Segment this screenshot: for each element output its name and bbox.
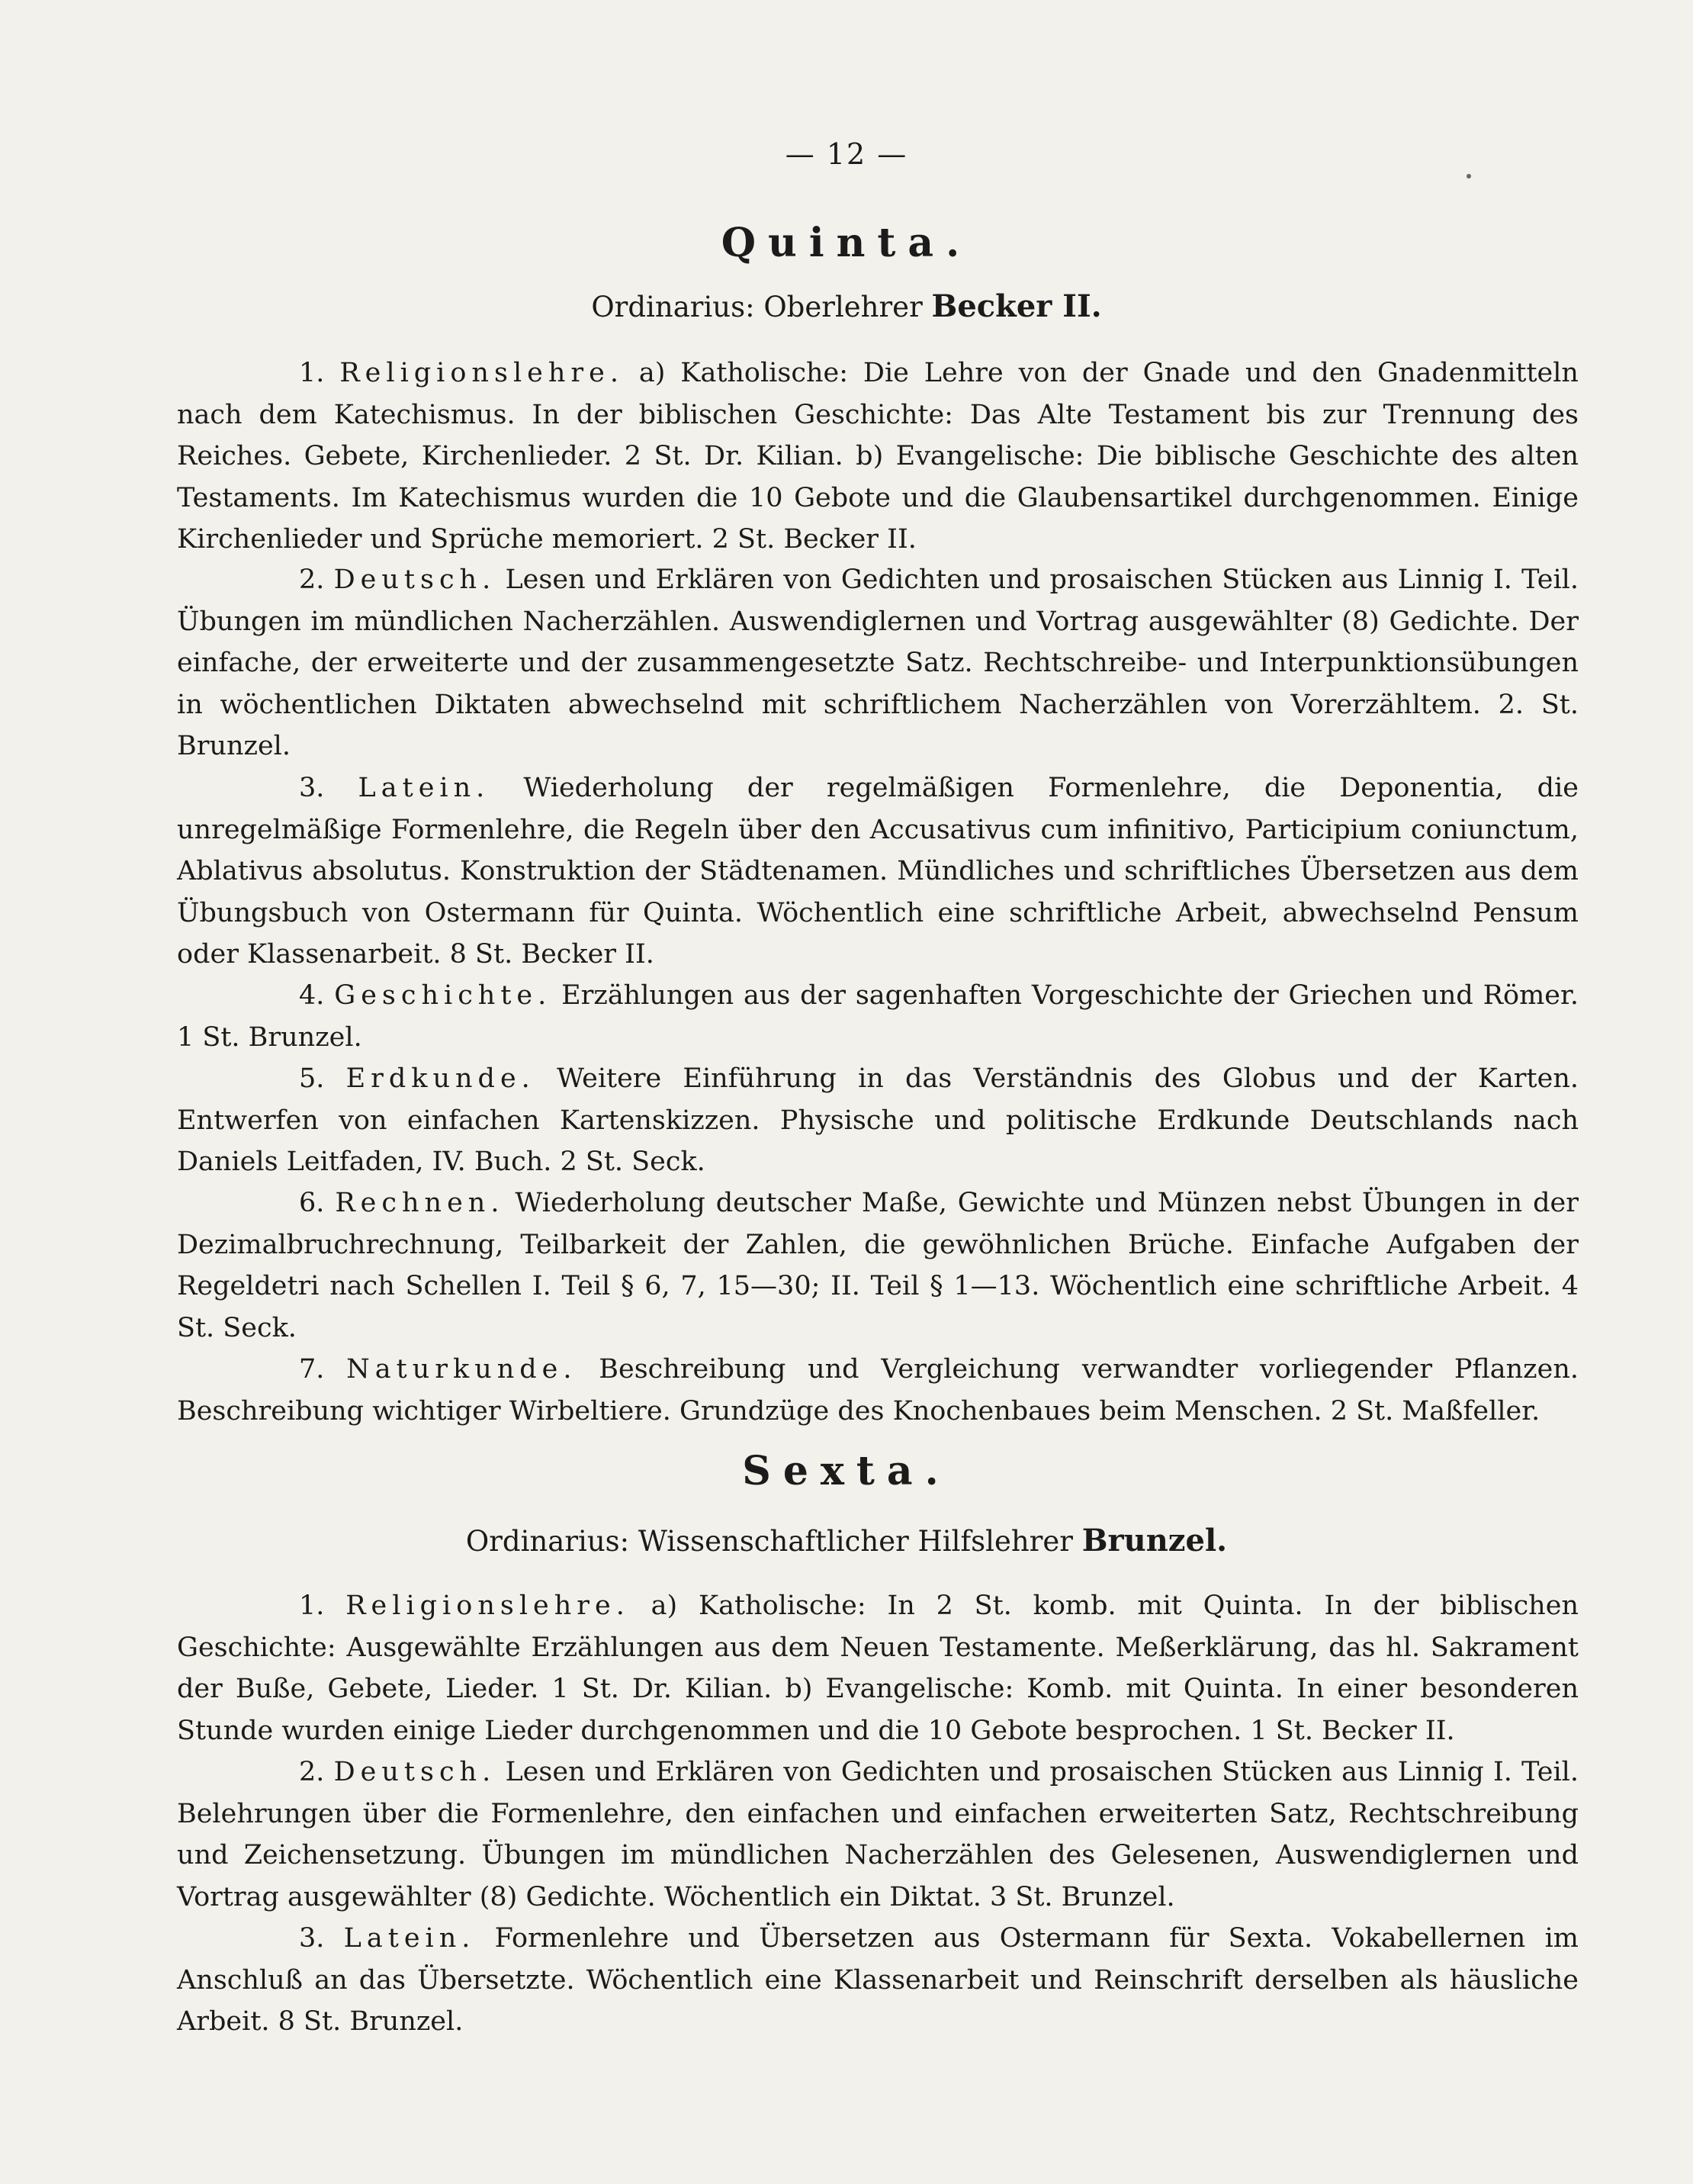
ordinarius-sexta	[0, 1523, 1693, 1558]
subject-paragraph	[177, 1349, 1579, 1432]
subject-paragraph	[177, 767, 1579, 976]
ordinarius-label: Ordinarius: Wissenschaftlicher Hilfslehrer	[465, 1525, 1082, 1558]
section-title-quinta: Quinta.	[721, 220, 972, 266]
subject-text: a) Katholische: In 2 St. komb. mit Quinta. In der biblischen Geschichte: Ausgewählte Erzählungen aus dem Neuen Testamente. Meßerklärung, das hl. Sakrament der Buße, Gebete, Lieder. 1 St. Dr. Kilian. b) Evangelische: Komb. mit Quinta. In einer besonderen Stunde wurden einige Lieder durchgenommen und die 10 Gebote besprochen. 1 St. Becker II.	[177, 1591, 1579, 1746]
subject-number: 6.	[299, 1188, 325, 1218]
ordinarius-label: Ordinarius: Oberlehrer	[591, 291, 932, 323]
subject-paragraph	[177, 559, 1579, 767]
subject-name: Rechnen.	[335, 1188, 505, 1218]
subject-text: Wiederholung der regelmäßigen Formenlehre, die Deponentia, die unregelmäßige Formenlehre, die Regeln über den Accusativus cum infinitivo, Participium coniunctum, Ablativus absolutus. Konstruktion der Städtenamen. Mündliches und schriftliches Übersetzen aus dem Übungsbuch von Ostermann für Quinta. Wöchentlich eine schriftliche Arbeit, abwechselnd Pensum oder Klassenarbeit. 8 St. Becker II.	[177, 773, 1579, 970]
subject-name: Latein.	[358, 773, 490, 803]
subject-name: Religionslehre.	[339, 358, 624, 388]
subject-paragraph	[177, 1918, 1579, 2043]
subject-number: 2.	[299, 564, 325, 595]
subject-name: Deutsch.	[333, 564, 496, 595]
subject-number: 3.	[299, 1923, 325, 1954]
subject-paragraph	[177, 1751, 1579, 1918]
subject-text: Formenlehre und Übersetzen aus Ostermann für Sexta. Vokabellernen im Anschluß an das Übersetzte. Wöchentlich eine Klassenarbeit und Reinschrift derselben als häusliche Arbeit. 8 St. Brunzel.	[177, 1923, 1579, 2037]
subject-name: Naturkunde.	[346, 1354, 577, 1385]
ordinarius-name: Becker II.	[931, 288, 1102, 324]
subject-text: Lesen und Erklären von Gedichten und prosaischen Stücken aus Linnig I. Teil. Belehrungen über die Formenlehre, den einfachen und einfachen erweiterten Satz, Rechtschreibung und Zeichensetzung. Übungen im mündlichen Nacherzählen des Gelesenen, Auswendiglernen und Vortrag ausgewählter (8) Gedichte. Wöchentlich ein Diktat. 3 St. Brunzel.	[177, 1757, 1579, 1912]
subject-name: Geschichte.	[334, 980, 552, 1011]
subject-number: 7.	[299, 1354, 325, 1385]
subject-number: 1.	[299, 1591, 325, 1621]
page-number: — 12 —	[785, 137, 908, 171]
ink-speck	[1467, 174, 1471, 179]
subject-text: Lesen und Erklären von Gedichten und prosaischen Stücken aus Linnig I. Teil. Übungen im mündlichen Nacherzählen. Auswendiglernen und Vortrag ausgewählter (8) Gedichte. Der einfache, der erweiterte und der zusammengesetzte Satz. Rechtschreibe- und Interpunktionsübungen in wöchentlichen Diktaten abwechselnd mit schriftlichem Nacherzählen von Vorerzähltem. 2. St. Brunzel.	[177, 564, 1579, 761]
subject-text: Beschreibung und Vergleichung verwandter vorliegender Pflanzen. Beschreibung wichtiger Wirbeltiere. Grundzüge des Knochenbaues beim Menschen. 2 St. Maßfeller.	[177, 1354, 1579, 1427]
subject-paragraph	[177, 975, 1579, 1058]
subject-number: 3.	[299, 773, 325, 803]
subject-text: a) Katholische: Die Lehre von der Gnade und den Gnadenmitteln nach dem Katechismus. In der biblischen Geschichte: Das Alte Testament bis zur Trennung des Reiches. Gebete, Kirchenlieder. 2 St. Dr. Kilian. b) Evangelische: Die biblische Geschichte des alten Testaments. Im Katechismus wurden die 10 Gebote und die Glaubensartikel durchgenommen. Einige Kirchenlieder und Sprüche memoriert. 2 St. Becker II.	[177, 358, 1579, 555]
subject-name: Latein.	[343, 1923, 476, 1954]
subject-name: Deutsch.	[333, 1757, 496, 1787]
ordinarius-quinta	[0, 288, 1693, 324]
subject-text: Erzählungen aus der sagenhaften Vorgeschichte der Griechen und Römer. 1 St. Brunzel.	[177, 980, 1579, 1053]
ordinarius-name: Brunzel.	[1081, 1523, 1228, 1558]
subject-number: 4.	[299, 980, 325, 1011]
subject-paragraph	[177, 1058, 1579, 1183]
section-title-sexta: Sexta.	[742, 1448, 951, 1494]
subject-text: Wiederholung deutscher Maße, Gewichte und Münzen nebst Übungen in der Dezimalbruchrechnung, Teilbarkeit der Zahlen, die gewöhnlichen Brüche. Einfache Aufgaben der Regeldetri nach Schellen I. Teil § 6, 7, 15—30; II. Teil § 1—13. Wöchentlich eine schriftliche Arbeit. 4 St. Seck.	[177, 1188, 1579, 1343]
subject-number: 2.	[299, 1757, 325, 1787]
subject-name: Erdkunde.	[345, 1063, 535, 1094]
subject-number: 5.	[299, 1063, 325, 1094]
subject-paragraph	[177, 1182, 1579, 1349]
subject-number: 1.	[299, 358, 325, 388]
subject-paragraph	[177, 1585, 1579, 1751]
subject-name: Religionslehre.	[345, 1591, 630, 1621]
subject-paragraph	[177, 352, 1579, 561]
subject-text: Weitere Einführung in das Verständnis des Globus und der Karten. Entwerfen von einfachen Kartenskizzen. Physische und politische Erdkunde Deutschlands nach Daniels Leitfaden, IV. Buch. 2 St. Seck.	[177, 1063, 1579, 1177]
